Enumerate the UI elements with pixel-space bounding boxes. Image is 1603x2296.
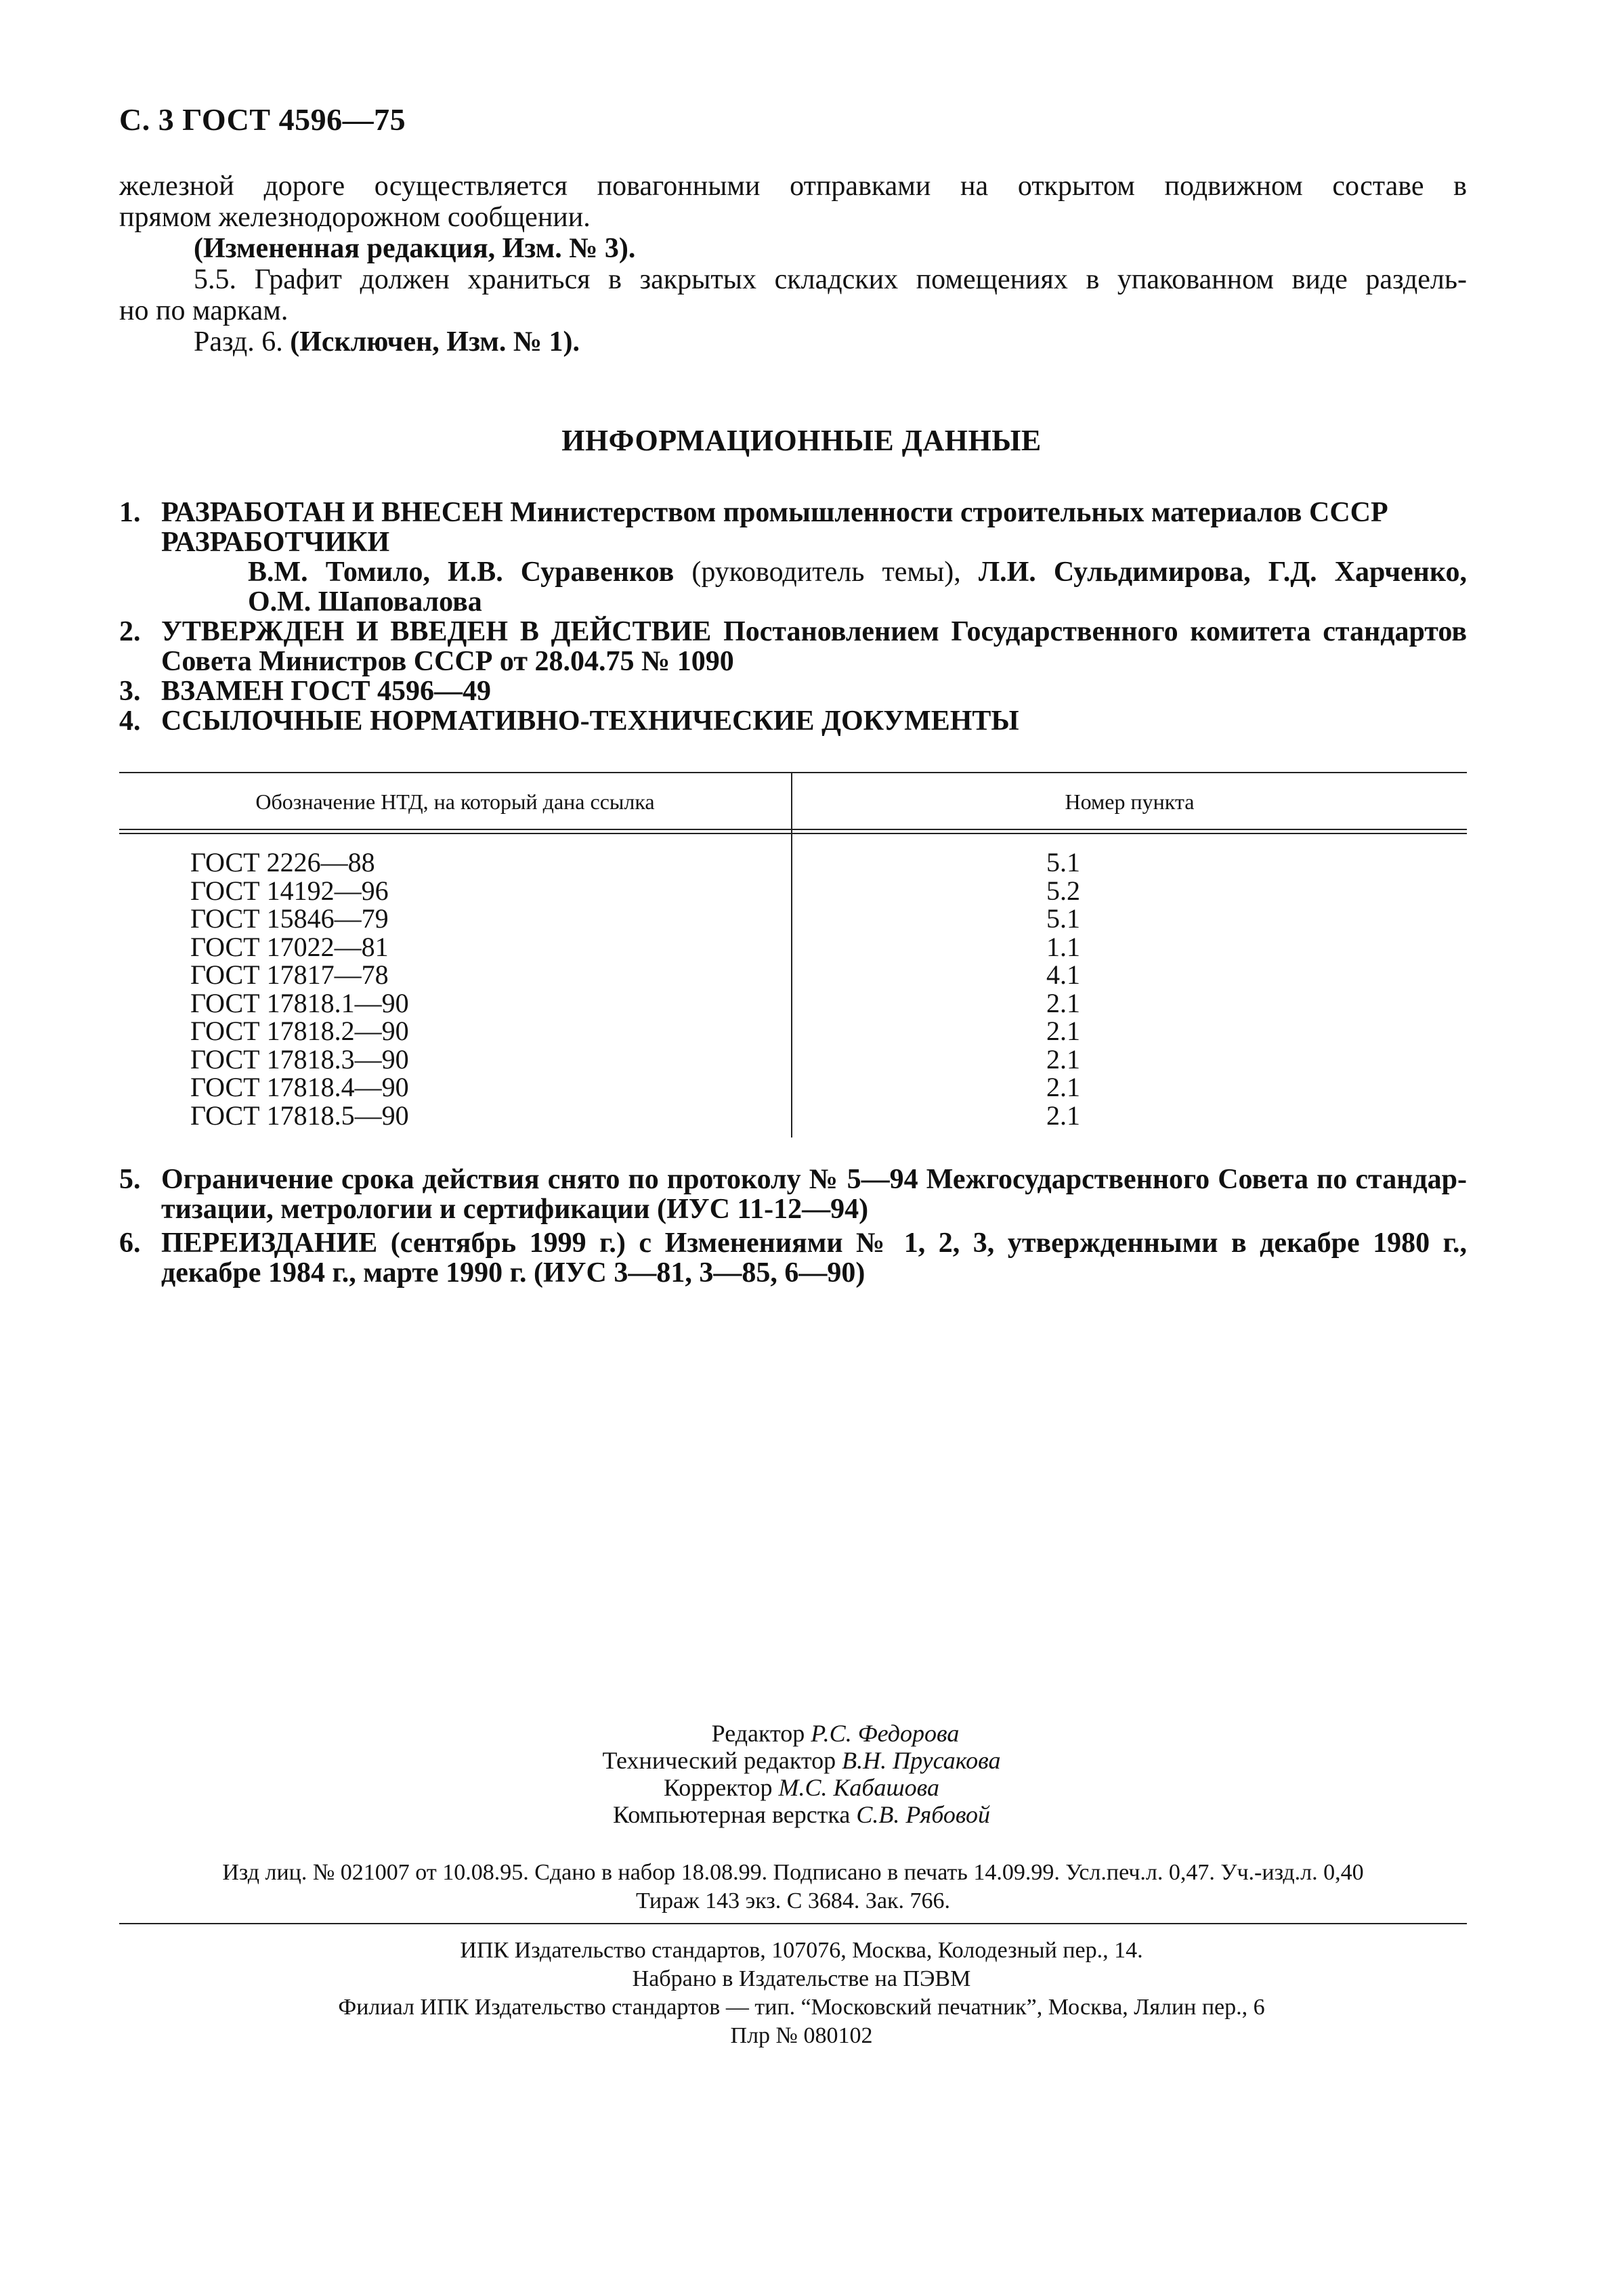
page-header: С. 3 ГОСТ 4596—75: [119, 102, 406, 137]
developers-names-a: В.М. Томило, И.В. Суравенков: [248, 557, 675, 588]
credit-tech-editor-label: Технический редактор: [602, 1747, 842, 1774]
paragraph-5-5-line-1: 5.5. Графит должен храниться в закрытых складских помещениях в упакованном виде раздель-: [194, 264, 1467, 295]
table-header-rule-1: [119, 829, 1467, 830]
table-cell-item: 2.1: [1046, 1072, 1080, 1102]
credit-tech-editor: [0, 1747, 1603, 1774]
credit-corrector-label: Корректор: [663, 1774, 779, 1801]
table-cell-item: 5.1: [1046, 847, 1080, 878]
info-item-3-number: 3.: [119, 676, 141, 707]
credit-layout-label: Компьютерная верстка: [613, 1801, 857, 1828]
info-item-5-line-1: Ограничение срока действия снято по протоколу № 5—94 Межгосударственного Совета по стандар-: [161, 1164, 1467, 1195]
table-top-rule: [119, 772, 1467, 773]
info-item-2-line-1: УТВЕРЖДЕН И ВВЕДЕН В ДЕЙСТВИЕ Постановлением Государственного комитета стандартов: [161, 616, 1467, 647]
info-item-5-number: 5.: [119, 1164, 141, 1195]
intro-line-2: прямом железнодорожном сообщении.: [119, 202, 591, 233]
developers-line-1: [161, 557, 1467, 587]
section-6-excluded: (Исключен, Изм. № 1).: [290, 326, 580, 358]
reference-table: [119, 772, 1467, 1138]
table-cell-item: 5.1: [1046, 903, 1080, 934]
credits-block: [0, 1720, 1603, 1828]
table-cell-item: 2.1: [1046, 1016, 1080, 1046]
section-6-note: [119, 326, 1467, 358]
info-item-6-line-1: ПЕРЕИЗДАНИЕ (сентябрь 1999 г.) с Изменениями № 1, 2, 3, утвержденными в декабре 1980 г.,: [161, 1228, 1467, 1259]
table-cell-document: ГОСТ 17818.3—90: [190, 1043, 409, 1075]
table-row: [119, 1017, 1467, 1045]
info-list: [119, 498, 1467, 736]
credit-editor-name: Р.С. Федорова: [811, 1720, 960, 1747]
info-item-3: [119, 676, 1467, 706]
developers-names-b: Л.И. Сульдимирова, Г.Д. Харченко,: [978, 557, 1468, 588]
table-cell-item: 4.1: [1046, 959, 1080, 990]
table-cell-document: ГОСТ 2226—88: [190, 847, 375, 878]
credit-corrector-name: М.С. Кабашова: [778, 1774, 940, 1801]
table-header-document: Обозначение НТД, на который дана ссылка: [255, 789, 655, 814]
intro-section: [119, 171, 1467, 358]
info-item-5: [119, 1165, 1467, 1224]
developers-role: (руководитель темы),: [674, 557, 979, 588]
info-item-2: [119, 617, 1467, 676]
table-cell-document: ГОСТ 15846—79: [190, 903, 389, 934]
table-cell-document: ГОСТ 17817—78: [190, 959, 389, 990]
developers-line-2: О.М. Шаповалова: [248, 586, 482, 618]
info-item-6-line-2: декабре 1984 г., марте 1990 г. (ИУС 3—81, 3—85, 6—90): [161, 1257, 865, 1288]
info-list-continued: [119, 1165, 1467, 1292]
footer-line-1: ИПК Издательство стандартов, 107076, Москва, Колодезный пер., 14.: [460, 1938, 1143, 1963]
publication-line-1: Изд лиц. № 021007 от 10.08.95. Сдано в набор 18.08.99. Подписано в печать 14.09.99. Усл.печ.л. 0,47. Уч.-изд.л. 0,40: [222, 1860, 1364, 1885]
credit-editor: [0, 1720, 1603, 1747]
table-cell-document: ГОСТ 17818.2—90: [190, 1016, 409, 1046]
developers-label: РАЗРАБОТЧИКИ: [161, 527, 390, 558]
info-item-1: [119, 498, 1467, 617]
info-item-6: [119, 1228, 1467, 1288]
table-body: [119, 848, 1467, 1129]
table-cell-item: 5.2: [1046, 875, 1080, 906]
credit-corrector: [0, 1774, 1603, 1801]
table-row: [119, 961, 1467, 989]
info-item-4-number: 4.: [119, 706, 141, 737]
credit-tech-editor-name: В.Н. Прусакова: [842, 1747, 1001, 1774]
footer-line-2: Набрано в Издательстве на ПЭВМ: [632, 1966, 971, 1991]
info-item-4-text: ССЫЛОЧНЫЕ НОРМАТИВНО-ТЕХНИЧЕСКИЕ ДОКУМЕНТЫ: [161, 706, 1019, 737]
paragraph-5-5-line-2: но по маркам.: [119, 295, 288, 326]
publication-info: [119, 1859, 1467, 1915]
table-row: [119, 933, 1467, 961]
table-cell-document: ГОСТ 14192—96: [190, 875, 389, 906]
table-row: [119, 1073, 1467, 1102]
table-row: [119, 877, 1467, 905]
publication-line-2: Тираж 143 экз. С 3684. Зак. 766.: [635, 1888, 951, 1913]
info-item-1-number: 1.: [119, 497, 141, 528]
table-cell-item: 2.1: [1046, 1100, 1080, 1131]
info-item-3-text: ВЗАМЕН ГОСТ 4596—49: [161, 676, 492, 707]
edit-note: (Измененная редакция, Изм. № 3).: [194, 233, 636, 264]
table-cell-document: ГОСТ 17818.4—90: [190, 1072, 409, 1102]
table-cell-item: 2.1: [1046, 987, 1080, 1018]
credit-layout-name: С.В. Рябовой: [856, 1801, 990, 1828]
credit-layout: [0, 1801, 1603, 1828]
publisher-footer: [0, 1936, 1603, 2050]
info-item-6-number: 6.: [119, 1228, 141, 1259]
table-row: [119, 1045, 1467, 1074]
table-cell-item: 1.1: [1046, 931, 1080, 962]
footer-line-3: Филиал ИПК Издательство стандартов — тип. “Московский печатник”, Москва, Лялин пер., 6: [338, 1995, 1265, 2020]
section-6-prefix: Разд. 6.: [194, 326, 283, 358]
table-row: [119, 989, 1467, 1018]
footer-line-4: Плр № 080102: [730, 2023, 873, 2048]
table-row: [119, 905, 1467, 933]
table-cell-document: ГОСТ 17818.1—90: [190, 987, 409, 1018]
info-item-5-line-2: тизации, метрологии и сертификации (ИУС 11-12—94): [161, 1194, 869, 1225]
table-cell-document: ГОСТ 17818.5—90: [190, 1100, 409, 1131]
credit-editor-label: Редактор: [711, 1720, 811, 1747]
table-row: [119, 1102, 1467, 1130]
info-item-1-text: РАЗРАБОТАН И ВНЕСЕН Министерством промышленности строительных материалов СССР: [161, 497, 1388, 528]
table-row: [119, 848, 1467, 877]
info-title: ИНФОРМАЦИОННЫЕ ДАННЫЕ: [561, 424, 1042, 457]
intro-line-1: железной дороге осуществляется повагонными отправками на открытом подвижном составе в: [119, 171, 1467, 202]
footer-rule: [119, 1923, 1467, 1924]
table-header-item: Номер пункта: [1065, 789, 1195, 814]
table-cell-item: 2.1: [1046, 1043, 1080, 1075]
info-item-2-line-2: Совета Министров СССР от 28.04.75 № 1090: [161, 646, 734, 677]
table-cell-document: ГОСТ 17022—81: [190, 931, 389, 962]
info-item-4: [119, 706, 1467, 736]
table-header-rule-2: [119, 833, 1467, 834]
info-item-2-number: 2.: [119, 616, 141, 647]
